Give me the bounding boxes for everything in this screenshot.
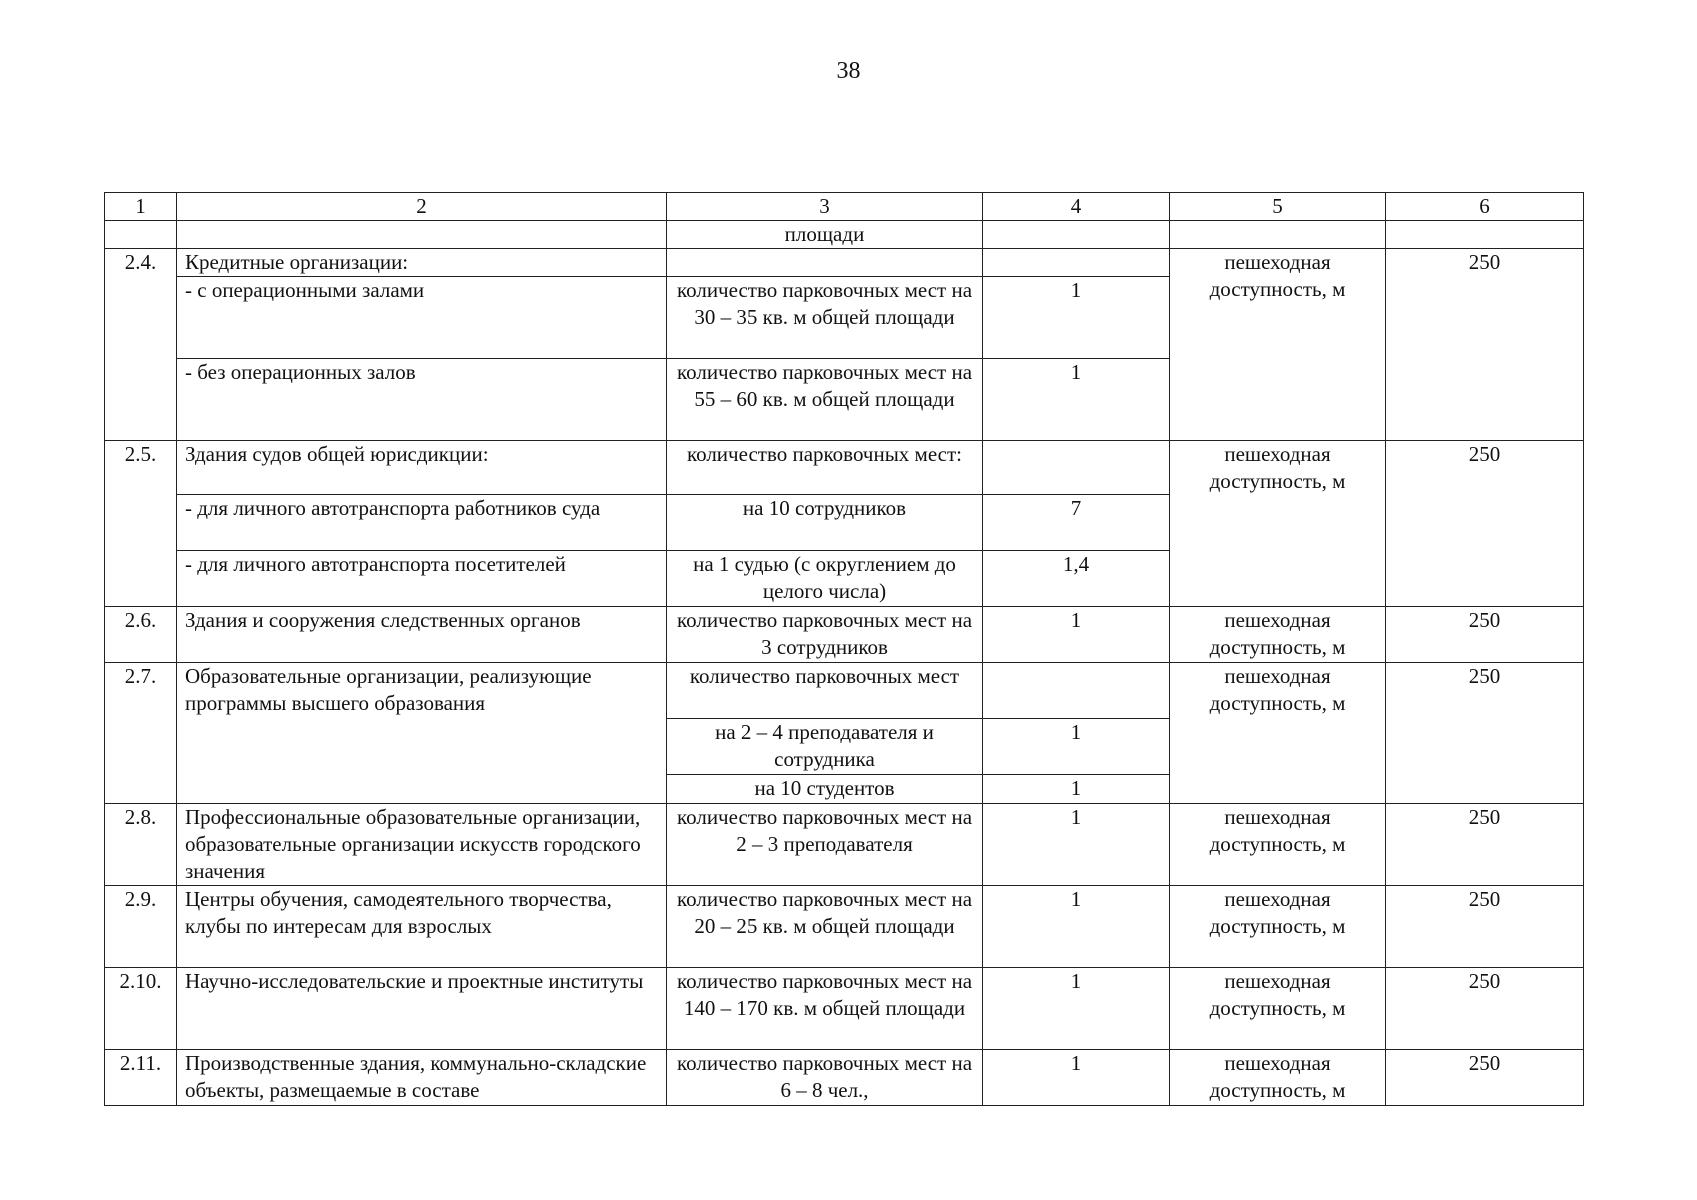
walk-distance-label: пешеходная доступность, м	[1170, 886, 1386, 968]
distance-value: 250	[1386, 663, 1584, 804]
cell-empty	[983, 663, 1170, 719]
table-row	[105, 968, 1584, 1050]
column-number: 4	[983, 193, 1170, 221]
walk-distance-label: пешеходная доступность, м	[1170, 249, 1386, 441]
row-name: Здания и сооружения следственных органов	[177, 607, 667, 663]
walk-distance-label: пешеходная доступность, м	[1170, 1050, 1386, 1106]
row-number: 2.7.	[105, 663, 177, 804]
cell-empty	[1170, 221, 1386, 249]
distance-value: 250	[1386, 804, 1584, 886]
value-cell: 1	[983, 775, 1170, 804]
row-number: 2.11.	[105, 1050, 177, 1106]
value-cell: 1	[983, 607, 1170, 663]
unit-cell: количество парковочных мест на 140 – 170 кв. м общей площади	[667, 968, 983, 1050]
column-number: 1	[105, 193, 177, 221]
value-cell: 1	[983, 968, 1170, 1050]
table-row	[105, 607, 1584, 663]
value-cell: 7	[983, 495, 1170, 551]
unit-cell: на 2 – 4 преподавателя и сотрудника	[667, 719, 983, 775]
unit-cell: количество парковочных мест на 3 сотрудников	[667, 607, 983, 663]
table-row	[105, 663, 1584, 719]
row-name: Производственные здания, коммунально-складские объекты, размещаемые в составе	[177, 1050, 667, 1106]
table-row	[105, 804, 1584, 886]
row-number: 2.4.	[105, 249, 177, 441]
walk-distance-label: пешеходная доступность, м	[1170, 607, 1386, 663]
walk-distance-label: пешеходная доступность, м	[1170, 968, 1386, 1050]
row-name: Центры обучения, самодеятельного творчества, клубы по интересам для взрослых	[177, 886, 667, 968]
parking-norms-table	[104, 192, 1584, 1106]
value-cell: 1	[983, 804, 1170, 886]
walk-distance-label: пешеходная доступность, м	[1170, 804, 1386, 886]
unit-cell: количество парковочных мест на 30 – 35 кв. м общей площади	[667, 277, 983, 359]
row-number: 2.9.	[105, 886, 177, 968]
column-number-row	[105, 193, 1584, 221]
unit-cell: на 10 студентов	[667, 775, 983, 804]
column-number: 2	[177, 193, 667, 221]
cell-empty	[177, 221, 667, 249]
cell-empty	[983, 249, 1170, 277]
unit-cell: количество парковочных мест на 20 – 25 кв. м общей площади	[667, 886, 983, 968]
unit-cell: количество парковочных мест на 55 – 60 кв. м общей площади	[667, 359, 983, 441]
row-number: 2.8.	[105, 804, 177, 886]
cell-empty	[105, 221, 177, 249]
column-number: 5	[1170, 193, 1386, 221]
row-title: Кредитные организации:	[177, 249, 667, 277]
row-number: 2.6.	[105, 607, 177, 663]
distance-value: 250	[1386, 441, 1584, 607]
table-row	[105, 886, 1584, 968]
distance-value: 250	[1386, 968, 1584, 1050]
unit-cell: количество парковочных мест на 6 – 8 чел.,	[667, 1050, 983, 1106]
column-number: 3	[667, 193, 983, 221]
row-title: Здания судов общей юрисдикции:	[177, 441, 667, 495]
walk-distance-label: пешеходная доступность, м	[1170, 663, 1386, 804]
unit-cell: количество парковочных мест	[667, 663, 983, 719]
unit-cell: количество парковочных мест на 2 – 3 преподавателя	[667, 804, 983, 886]
unit-cell: площади	[667, 221, 983, 249]
table-row	[105, 249, 1584, 277]
row-name: - для личного автотранспорта работников суда	[177, 495, 667, 551]
column-number: 6	[1386, 193, 1584, 221]
page-number: 38	[836, 58, 861, 84]
table-row	[105, 1050, 1584, 1106]
continuation-row	[105, 221, 1584, 249]
cell-empty	[1386, 221, 1584, 249]
row-name: - для личного автотранспорта посетителей	[177, 551, 667, 607]
row-name: Научно-исследовательские и проектные институты	[177, 968, 667, 1050]
value-cell: 1	[983, 886, 1170, 968]
value-cell: 1	[983, 1050, 1170, 1106]
distance-value: 250	[1386, 607, 1584, 663]
row-number: 2.5.	[105, 441, 177, 607]
walk-distance-label: пешеходная доступность, м	[1170, 441, 1386, 607]
value-cell: 1,4	[983, 551, 1170, 607]
value-cell: 1	[983, 277, 1170, 359]
table-row	[105, 441, 1584, 495]
value-cell: 1	[983, 719, 1170, 775]
row-name: - без операционных залов	[177, 359, 667, 441]
row-number: 2.10.	[105, 968, 177, 1050]
row-name: - с операционными залами	[177, 277, 667, 359]
unit-cell: количество парковочных мест:	[667, 441, 983, 495]
cell-empty	[667, 249, 983, 277]
value-cell: 1	[983, 359, 1170, 441]
cell-empty	[983, 441, 1170, 495]
row-name: Образовательные организации, реализующие программы высшего образования	[177, 663, 667, 804]
unit-cell: на 1 судью (с округлением до целого числа)	[667, 551, 983, 607]
cell-empty	[983, 221, 1170, 249]
row-name: Профессиональные образовательные организации, образовательные организации искусств городского значения	[177, 804, 667, 886]
distance-value: 250	[1386, 249, 1584, 441]
distance-value: 250	[1386, 1050, 1584, 1106]
distance-value: 250	[1386, 886, 1584, 968]
unit-cell: на 10 сотрудников	[667, 495, 983, 551]
